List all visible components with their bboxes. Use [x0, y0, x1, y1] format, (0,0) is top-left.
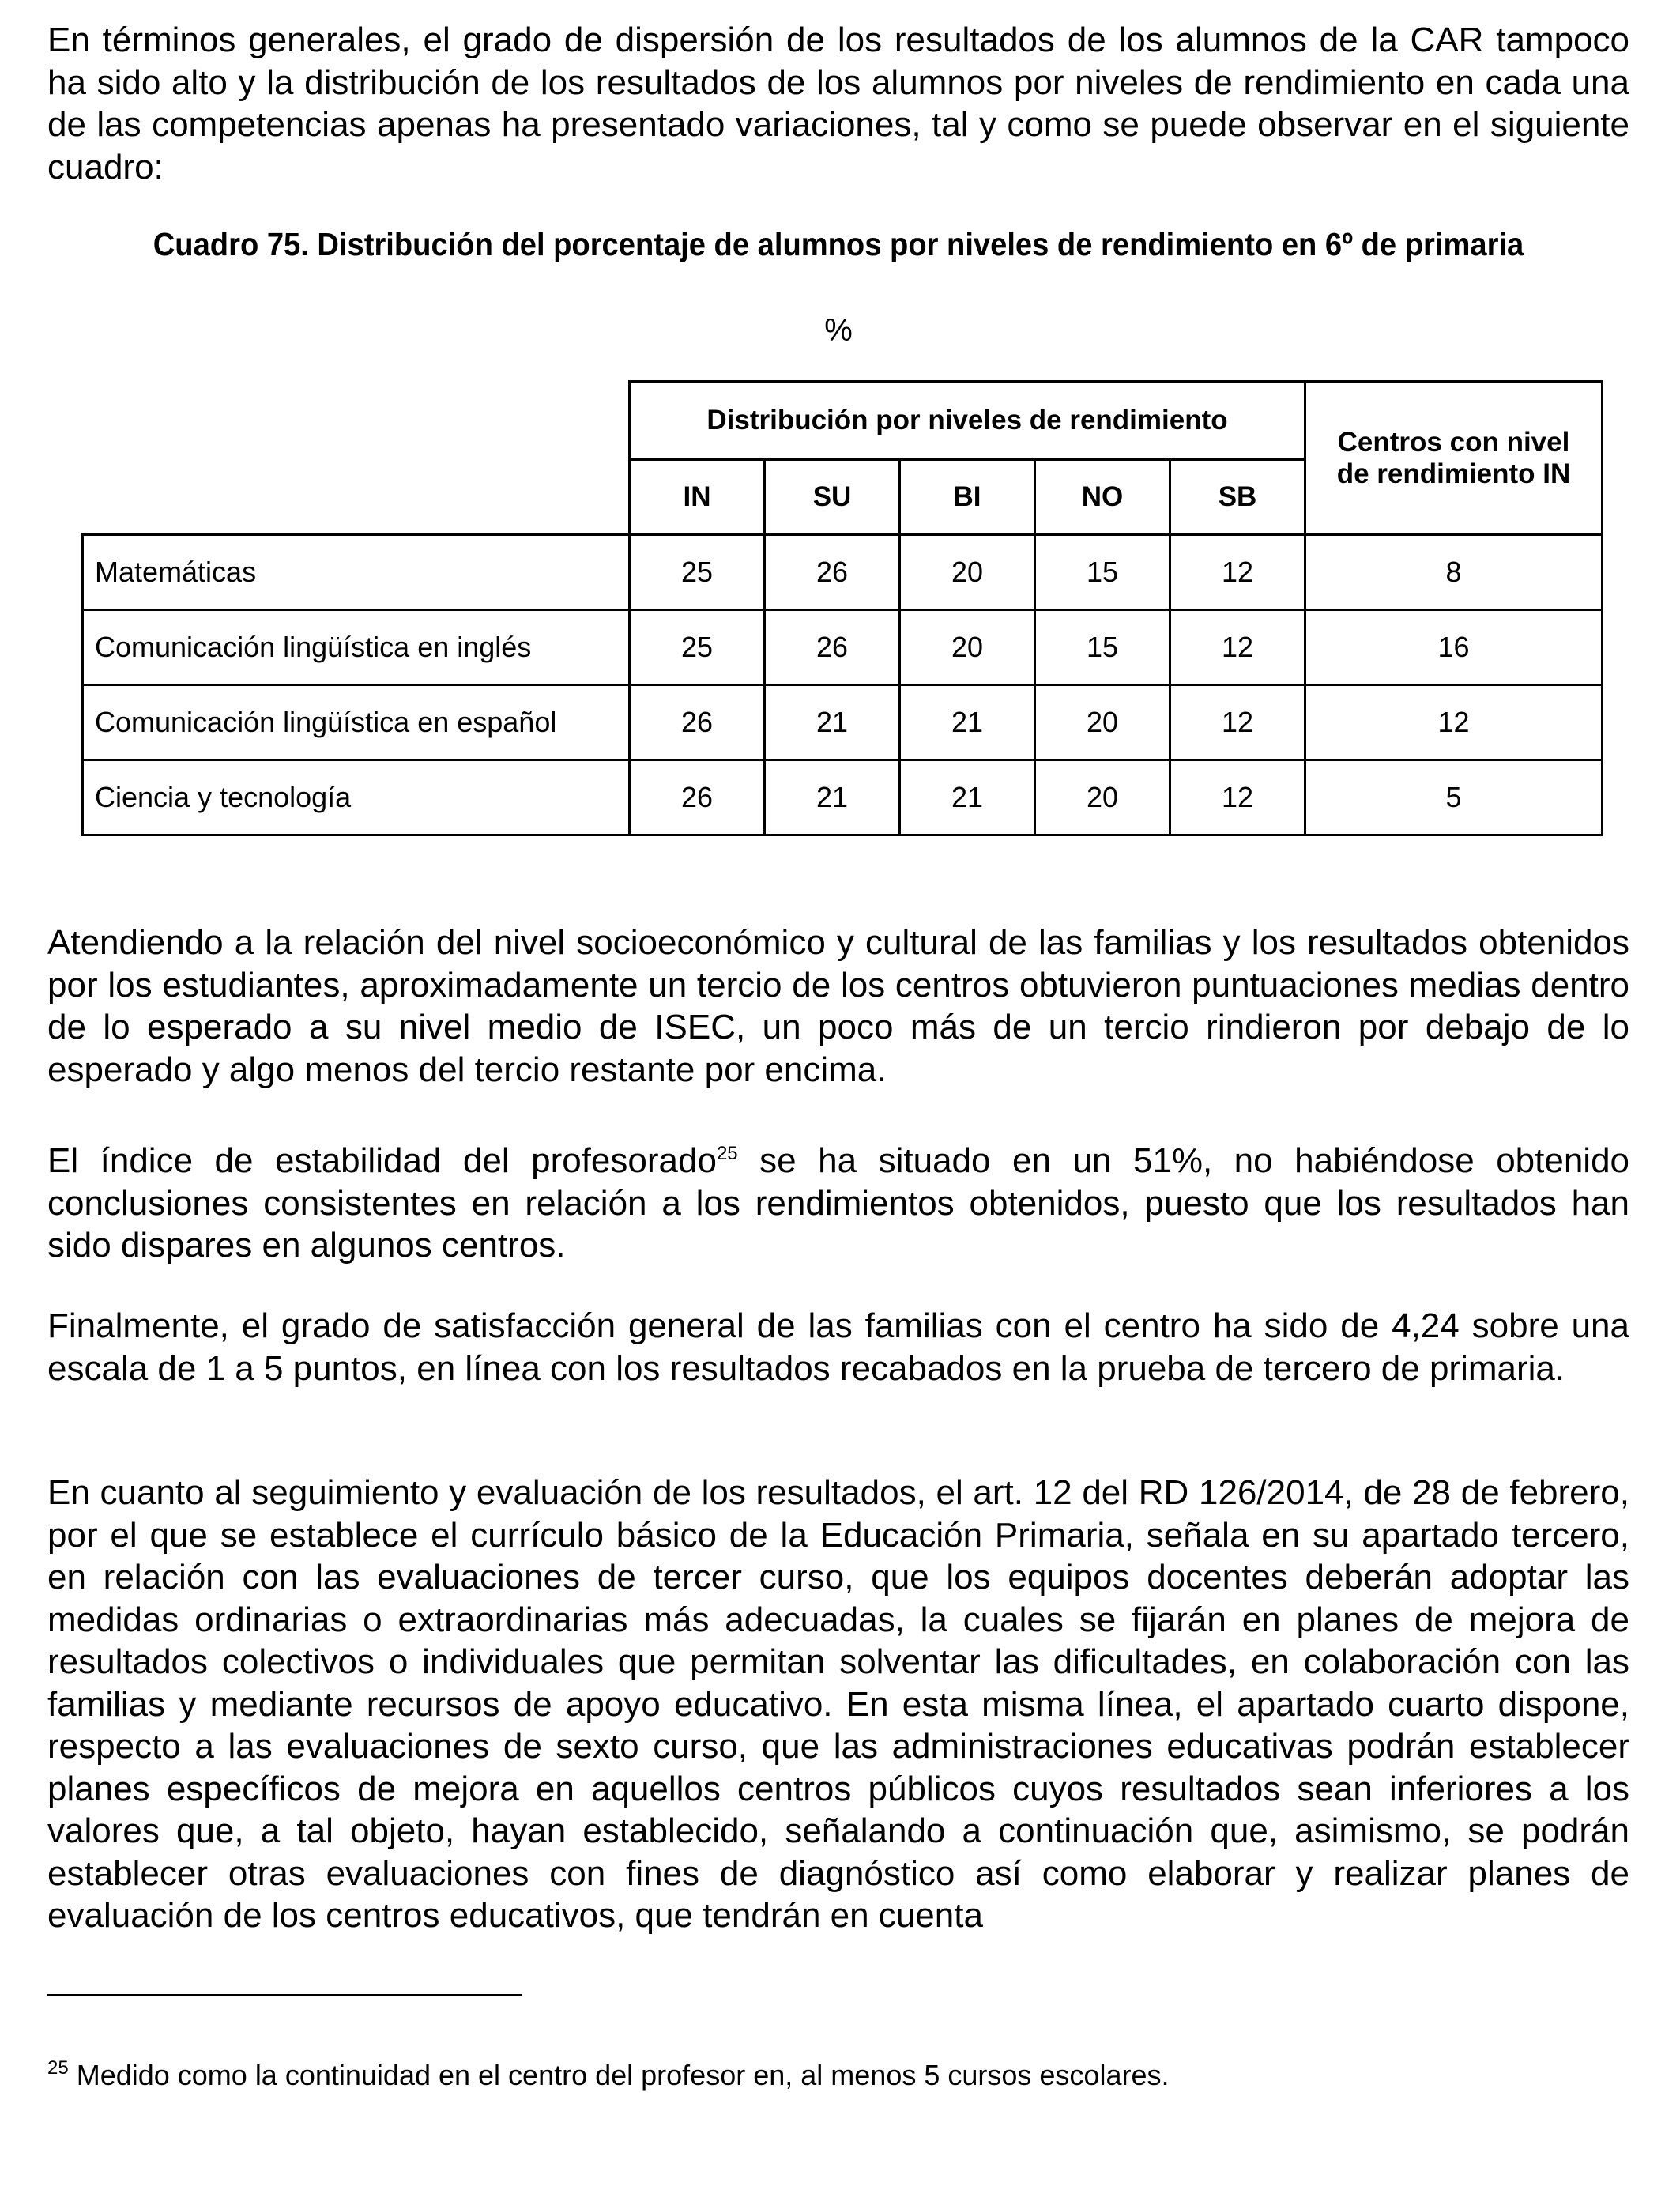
level-header: BI: [900, 460, 1035, 535]
table-cell: 12: [1170, 610, 1305, 685]
table-cell: 25: [630, 610, 765, 685]
header-blank-cell: [83, 460, 630, 535]
socioeconomic-paragraph: Atendiendo a la relación del nivel socioeconómico y cultural de las familias y los resultados obtenidos por los estudiantes, aproximadamente un tercio de los centros obtuvieron puntuaciones medias dentro de lo esperado a su nivel medio de ISEC, un poco más de un tercio rindieron por debajo de lo esperado y algo menos del tercio restante por encima.: [47, 923, 1629, 1089]
centers-cell: 8: [1305, 535, 1603, 610]
table-header-row: [83, 382, 1603, 460]
table-cell: 21: [765, 685, 900, 760]
stability-text-start: El índice de estabilidad del profesorado: [47, 1141, 717, 1180]
table-cell: 12: [1170, 535, 1305, 610]
satisfaction-paragraph: Finalmente, el grado de satisfacción general de las familias con el centro ha sido de 4,24 sobre una escala de 1 a 5 puntos, en línea con los resultados recabados en la prueba de tercero de primaria.: [47, 1306, 1629, 1388]
table-cell: 21: [765, 760, 900, 835]
table-cell: 26: [765, 610, 900, 685]
document-page: [47, 19, 1630, 2091]
centers-header: Centros con nivel de rendimiento IN: [1305, 382, 1603, 535]
footnote-marker: 25: [47, 2057, 69, 2079]
table-cell: 21: [900, 685, 1035, 760]
row-label: Comunicación lingüística en inglés: [83, 610, 630, 685]
table-cell: 20: [1035, 760, 1170, 835]
stability-paragraph: [47, 1140, 1629, 1267]
table-cell: 12: [1170, 685, 1305, 760]
followup-paragraph: En cuanto al seguimiento y evaluación de los resultados, el art. 12 del RD 126/2014, de 28 de febrero, por el que se establece el currículo básico de la Educación Primaria, señala en su apartado tercero, en relación con las evaluaciones de tercer curso, que los equipos docentes deberán adoptar las medidas ordinarias o extraordinarias más adecuadas, la cuales se fijarán en planes de mejora de resultados colectivos o individuales que permitan solventar las dificultades, en colaboración con las familias y mediante recursos de apoyo educativo. En esta misma línea, el apartado cuarto dispone, respecto a las evaluaciones de sexto curso, que las administraciones educativas podrán establecer planes específicos de mejora en aquellos centros públicos cuyos resultados sean inferiores a los valores que, a tal objeto, hayan establecido, señalando a continuación que, asimismo, se podrán establecer otras evaluaciones con fines de diagnóstico así como elaborar y realizar planes de evaluación de los centros educativos, que tendrán en cuenta: [47, 1473, 1629, 1935]
stability-text-end: se ha situado en un 51%, no habiéndose obtenido conclusiones consistentes en relación a los rendimientos obtenidos, puesto que los resultados han sido dispares en algunos centros.: [47, 1141, 1630, 1265]
table-cell: 15: [1035, 610, 1170, 685]
footnote-text: Medido como la continuidad en el centro del profesor en, al menos 5 cursos escolares.: [68, 2059, 1170, 2091]
row-label: Matemáticas: [83, 535, 630, 610]
level-header: NO: [1035, 460, 1170, 535]
intro-paragraph: En términos generales, el grado de dispersión de los resultados de los alumnos de la CAR tampoco ha sido alto y la distribución de los resultados de los alumnos por niveles de rendimiento en cada una de las competencias apenas ha presentado variaciones, tal y como se puede observar en el siguiente cuadro:: [47, 21, 1629, 187]
table-cell: 26: [630, 760, 765, 835]
table-cell: 20: [900, 610, 1035, 685]
table-cell: 25: [630, 535, 765, 610]
table-cell: 12: [1170, 760, 1305, 835]
table-cell: 26: [630, 685, 765, 760]
footnote-reference: 25: [716, 1143, 738, 1164]
level-header: SB: [1170, 460, 1305, 535]
centers-cell: 12: [1305, 685, 1603, 760]
level-header: IN: [630, 460, 765, 535]
table-cell: 21: [900, 760, 1035, 835]
table-cell: 20: [1035, 685, 1170, 760]
table-cell: 20: [900, 535, 1035, 610]
table-unit: %: [824, 313, 853, 348]
footnote-separator: [47, 1994, 522, 1996]
table-cell: 15: [1035, 535, 1170, 610]
table-row: [83, 685, 1603, 760]
table-caption: Cuadro 75. Distribución del porcentaje de alumnos por niveles de rendimiento en 6º de primaria: [153, 226, 1524, 262]
table-row: [83, 535, 1603, 610]
row-label: Ciencia y tecnología: [83, 760, 630, 835]
header-blank-cell: [83, 382, 630, 460]
footnote: [47, 2058, 1169, 2093]
level-header: SU: [765, 460, 900, 535]
performance-distribution-table: [81, 380, 1603, 836]
table-row: [83, 610, 1603, 685]
table-row: [83, 760, 1603, 835]
group-header: Distribución por niveles de rendimiento: [630, 382, 1305, 460]
centers-cell: 5: [1305, 760, 1603, 835]
row-label: Comunicación lingüística en español: [83, 685, 630, 760]
centers-cell: 16: [1305, 610, 1603, 685]
table-cell: 26: [765, 535, 900, 610]
